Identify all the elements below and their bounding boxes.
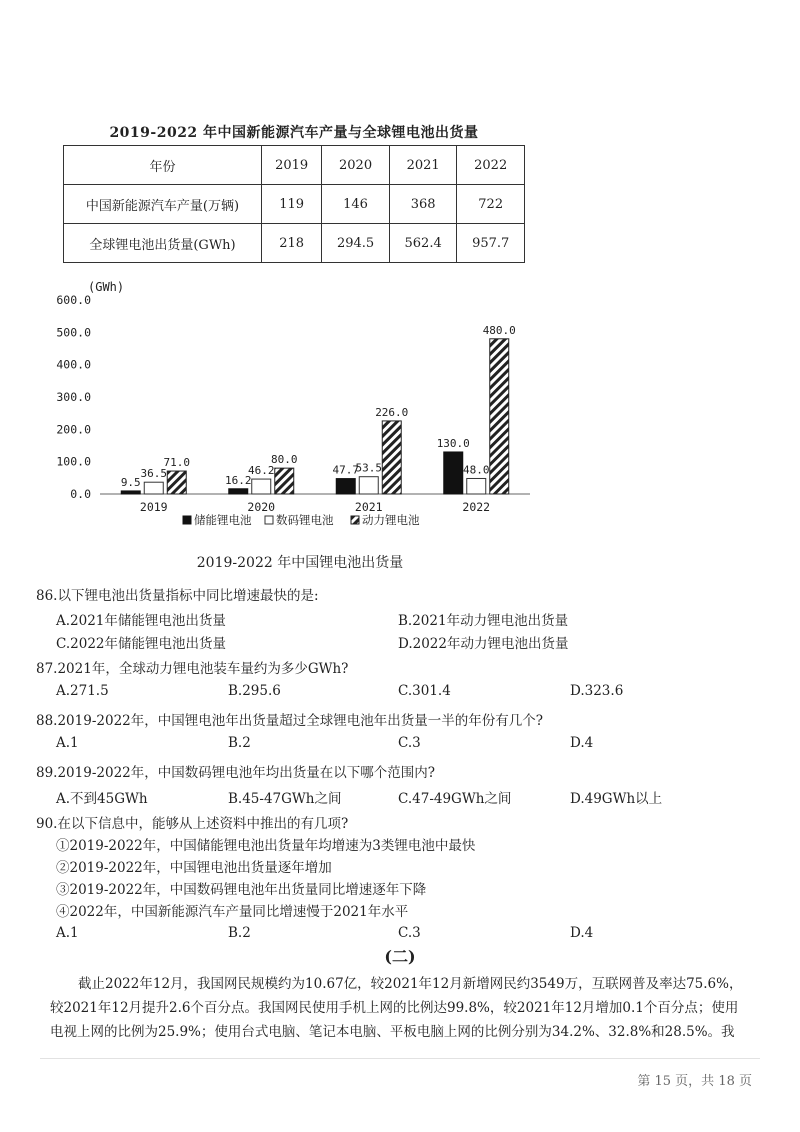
bar: [336, 479, 355, 494]
table-cell: 218: [262, 224, 322, 263]
bar: [382, 421, 401, 494]
question-option: D.323.6: [570, 683, 624, 699]
y-axis-label: (GWh): [88, 280, 125, 294]
y-tick-label: 0.0: [70, 487, 91, 501]
question-option: B.295.6: [228, 683, 281, 699]
question-option: D.2022年动力锂电池出货量: [398, 636, 569, 652]
y-tick-label: 600.0: [56, 293, 91, 307]
bar-value-label: 226.0: [375, 405, 409, 419]
bar-value-label: 71.0: [163, 456, 190, 470]
table-row: [64, 185, 525, 224]
question-stem: 87.2021年，全球动力锂电池装车量约为多少GWh?: [36, 661, 349, 677]
x-tick-label: 2022: [462, 500, 491, 514]
bar: [144, 482, 163, 494]
question-option: B.2021年动力锂电池出货量: [398, 613, 569, 629]
y-tick-label: 100.0: [56, 454, 91, 469]
bar: [467, 478, 486, 494]
question-option: C.3: [398, 925, 421, 941]
bar: [229, 489, 248, 494]
y-tick-label: 500.0: [56, 325, 91, 340]
bar-value-label: 80.0: [271, 453, 298, 467]
question-statement: ④2022年，中国新能源汽车产量同比增速慢于2021年水平: [56, 904, 409, 920]
table-cell: 294.5: [322, 224, 390, 263]
table-cell: 562.4: [389, 224, 457, 263]
question-option: C.47-49GWh之间: [398, 791, 512, 807]
data-table: [63, 145, 525, 263]
question-statement: ①2019-2022年，中国储能锂电池出货量年均增速为3类锂电池中最快: [56, 838, 476, 854]
bar-chart: [55, 278, 545, 538]
question-option: D.49GWh以上: [570, 791, 663, 807]
question-statement: ②2019-2022年，中国锂电池出货量逐年增加: [56, 860, 332, 876]
question-stem: 89.2019-2022年，中国数码锂电池年均出货量在以下哪个范围内?: [36, 765, 435, 781]
passage-line: 电视上网的比例为25.9%；使用台式电脑、笔记本电脑、平板电脑上网的比例分别为34.2%、32.8%和28.5%。我: [50, 1024, 735, 1040]
question-option: C.301.4: [398, 683, 451, 699]
legend-label: 动力锂电池: [362, 513, 420, 527]
table-title: 2019-2022 年中国新能源汽车产量与全球锂电池出货量: [109, 125, 479, 141]
page-number: 第 15 页，共 18 页: [637, 1074, 752, 1089]
passage-line: 截止2022年12月，我国网民规模约为10.67亿，较2021年12月新增网民约3549万，互联网普及率达75.6%，: [78, 976, 743, 992]
passage-line: 较2021年12月提升2.6个百分点。我国网民使用手机上网的比例达99.8%，较2021年12月增加0.1个百分点；使用: [50, 1000, 739, 1016]
bar-value-label: 47.7: [332, 463, 359, 477]
question-option: A.1: [56, 925, 79, 941]
bar-value-label: 48.0: [463, 463, 490, 477]
legend-swatch: [265, 516, 273, 524]
table-cell: 全球锂电池出货量(GWh): [64, 224, 262, 263]
bar: [252, 479, 271, 494]
table-cell: 中国新能源汽车产量(万辆): [64, 185, 262, 224]
bar-value-label: 9.5: [120, 475, 141, 489]
question-option: B.45-47GWh之间: [228, 791, 342, 807]
question-option: D.4: [570, 925, 594, 941]
question-option: A.271.5: [56, 683, 109, 699]
x-tick-label: 2021: [354, 500, 383, 514]
question-option: D.4: [570, 735, 594, 751]
bar-value-label: 130.0: [436, 436, 470, 450]
y-tick-label: 200.0: [56, 422, 91, 437]
x-tick-label: 2019: [139, 500, 168, 514]
legend-swatch: [183, 516, 191, 524]
table-header-row: [64, 146, 525, 185]
footer-divider: [40, 1058, 760, 1059]
question-option: A.1: [56, 735, 79, 751]
bar-value-label: 36.5: [140, 467, 167, 481]
table-header-cell: 2022: [457, 146, 525, 185]
bar: [444, 452, 463, 494]
y-tick-label: 400.0: [56, 357, 91, 372]
legend-label: 储能锂电池: [194, 513, 252, 527]
table-cell: 722: [457, 185, 525, 224]
table-header-cell: 2021: [389, 146, 457, 185]
question-option: C.3: [398, 735, 421, 751]
y-tick-label: 300.0: [56, 390, 91, 404]
section-title: (二): [384, 947, 416, 966]
question-option: B.2: [228, 925, 251, 941]
question-statement: ③2019-2022年，中国数码锂电池年出货量同比增速逐年下降: [56, 882, 427, 898]
table-row: [64, 224, 525, 263]
question-stem: 88.2019-2022年，中国锂电池年出货量超过全球锂电池年出货量一半的年份有几个?: [36, 713, 543, 729]
chart-title: 2019-2022 年中国锂电池出货量: [196, 555, 404, 571]
bar: [490, 339, 509, 494]
bar: [275, 468, 294, 494]
table-header-cell: 2019: [262, 146, 322, 185]
bar-value-label: 480.0: [482, 323, 516, 337]
bar-value-label: 16.2: [225, 473, 252, 487]
question-option: C.2022年储能锂电池出货量: [56, 636, 226, 652]
question-option: B.2: [228, 735, 251, 751]
table-cell: 146: [322, 185, 390, 224]
table-cell: 119: [262, 185, 322, 224]
bar: [121, 491, 140, 494]
table-header-cell: 2020: [322, 146, 390, 185]
table-cell: 368: [389, 185, 457, 224]
question-stem: 90.在以下信息中，能够从上述资料中推出的有几项?: [36, 816, 349, 832]
table-cell: 957.7: [457, 224, 525, 263]
table-header-cell: 年份: [64, 146, 262, 185]
question-stem: 86.以下锂电池出货量指标中同比增速最快的是:: [36, 588, 319, 604]
bar-value-label: 53.5: [355, 461, 382, 475]
legend-label: 数码锂电池: [276, 513, 334, 527]
legend-swatch: [351, 516, 359, 524]
question-option: A.不到45GWh: [56, 791, 148, 807]
question-option: A.2021年储能锂电池出货量: [56, 613, 226, 629]
bar: [167, 471, 186, 494]
bar-value-label: 46.2: [248, 464, 275, 478]
bar: [359, 477, 378, 494]
x-tick-label: 2020: [247, 500, 276, 514]
